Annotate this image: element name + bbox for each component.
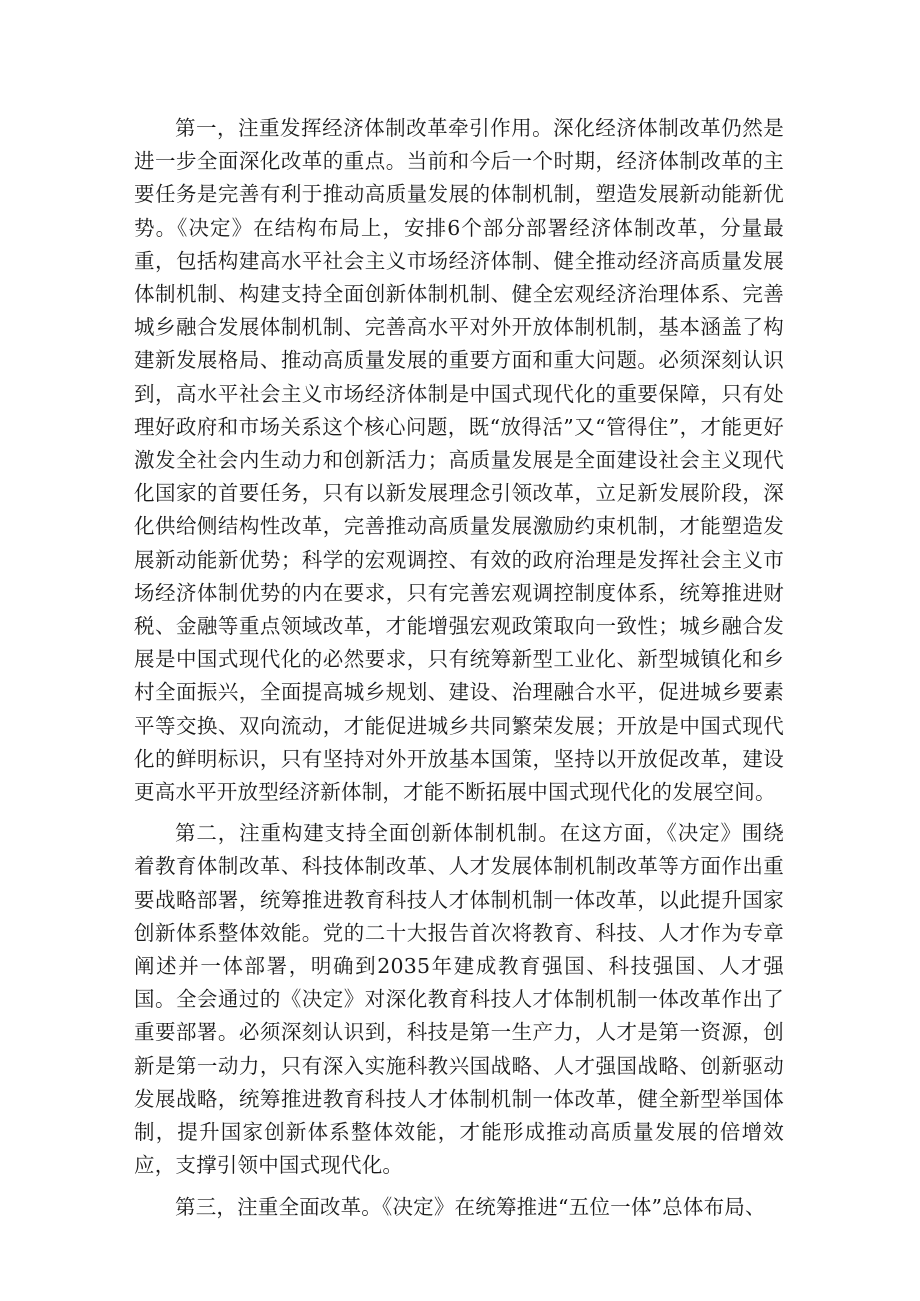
document-page bbox=[134, 112, 784, 1232]
paragraph-innovation-system: 第二，注重构建支持全面创新体制机制。在这方面，《决定》围绕着教育体制改革、科技体制改革、人才发展体制机制改革等方面作出重要战略部署，统筹推进教育科技人才体制机制一体改革，以此提升国家创新体系整体效能。党的二十大报告首次将教育、科技、人才作为专章阐述并一体部署，明确到2035年建成教育强国、科技强国、人才强国。全会通过的《决定》对深化教育科技人才体制机制一体改革作出了重要部署。必须深刻认识到，科技是第一生产力，人才是第一资源，创新是第一动力，只有深入实施科教兴国战略、人才强国战略、创新驱动发展战略，统筹推进教育科技人才体制机制一体改革，健全新型举国体制，提升国家创新体系整体效能，才能形成推动高质量发展的倍增效应，支撑引领中国式现代化。 bbox=[134, 821, 784, 1178]
paragraph-economic-reform: 第一，注重发挥经济体制改革牵引作用。深化经济体制改革仍然是进一步全面深化改革的重点。当前和今后一个时期，经济体制改革的主要任务是完善有利于推动高质量发展的体制机制，塑造发展新动能新优势。《决定》在结构布局上，安排6个部分部署经济体制改革，分量最重，包括构建高水平社会主义市场经济体制、健全推动经济高质量发展体制机制、构建支持全面创新体制机制、健全宏观经济治理体系、完善城乡融合发展体制机制、完善高水平对外开放体制机制，基本涵盖了构建新发展格局、推动高质量发展的重要方面和重大问题。必须深刻认识到，高水平社会主义市场经济体制是中国式现代化的重要保障，只有处理好政府和市场关系这个核心问题，既“放得活”又“管得住”，才能更好激发全社会内生动力和创新活力；高质量发展是全面建设社会主义现代化国家的首要任务，只有以新发展理念引领改革，立足新发展阶段，深化供给侧结构性改革，完善推动高质量发展激励约束机制，才能塑造发展新动能新优势；科学的宏观调控、有效的政府治理是发挥社会主义市场经济体制优势的内在要求，只有完善宏观调控制度体系，统筹推进财税、金融等重点领域改革，才能增强宏观政策取向一致性；城乡融合发展是中国式现代化的必然要求，只有统筹新型工业化、新型城镇化和乡村全面振兴，全面提高城乡规划、建设、治理融合水平，促进城乡要素平等交换、双向流动，才能促进城乡共同繁荣发展；开放是中国式现代化的鲜明标识，只有坚持对外开放基本国策，坚持以开放促改革，建设更高水平开放型经济新体制，才能不断拓展中国式现代化的发展空间。 bbox=[134, 116, 784, 805]
paragraph-comprehensive-reform: 第三，注重全面改革。《决定》在统筹推进“五位一体”总体布局、 bbox=[175, 1194, 766, 1219]
